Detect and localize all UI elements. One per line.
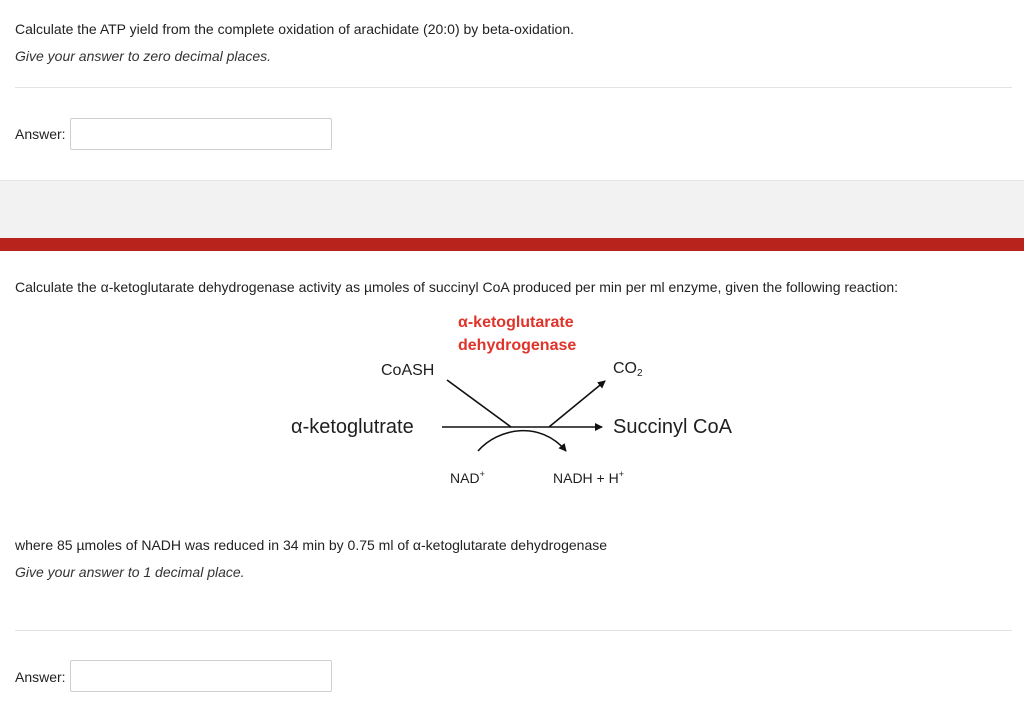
- nadh-label-base: NADH + H: [553, 470, 619, 486]
- nad-label-superscript: +: [479, 469, 485, 479]
- question2-text: Calculate the α-ketoglutarate dehydrogenase activity as µmoles of succinyl CoA produced per min per ml enzyme, given the following reaction:: [15, 279, 899, 295]
- question2-details: where 85 µmoles of NADH was reduced in 34 min by 0.75 ml of α-ketoglutarate dehydrogenase: [15, 537, 608, 553]
- question2-header-bar: [0, 238, 1024, 251]
- enzyme-name-line1: α-ketoglutarate: [458, 314, 574, 331]
- nadh-label-superscript: +: [618, 469, 624, 479]
- question-separator-band: [0, 180, 1024, 239]
- co2-output-arrow: [549, 381, 605, 427]
- co2-label: [613, 360, 643, 379]
- question1-text: Calculate the ATP yield from the complete oxidation of arachidate (20:0) by beta-oxidation.: [15, 21, 575, 37]
- substrate-label: α-ketoglutrate: [291, 416, 414, 438]
- coash-label: CoASH: [381, 362, 435, 379]
- nad-label-base: NAD: [450, 470, 480, 486]
- co2-label-subscript: 2: [637, 368, 643, 379]
- question1-hint: Give your answer to zero decimal places.: [15, 48, 271, 64]
- question2-answer-input[interactable]: [70, 660, 332, 692]
- question1-answer-label: Answer:: [15, 126, 66, 142]
- question1-answer-input[interactable]: [70, 118, 332, 150]
- question1-divider: [15, 87, 1012, 88]
- product-label: Succinyl CoA: [613, 416, 732, 438]
- question2-answer-label: Answer:: [15, 669, 66, 685]
- question2-hint: Give your answer to 1 decimal place.: [15, 564, 245, 580]
- nadh-label: [553, 469, 624, 486]
- question2-divider: [15, 630, 1012, 631]
- nad-label: [450, 469, 485, 486]
- enzyme-name-line2: dehydrogenase: [458, 337, 577, 354]
- coash-input-arrow: [447, 380, 511, 427]
- nad-to-nadh-arc: [478, 431, 566, 451]
- co2-label-base: CO: [613, 360, 637, 377]
